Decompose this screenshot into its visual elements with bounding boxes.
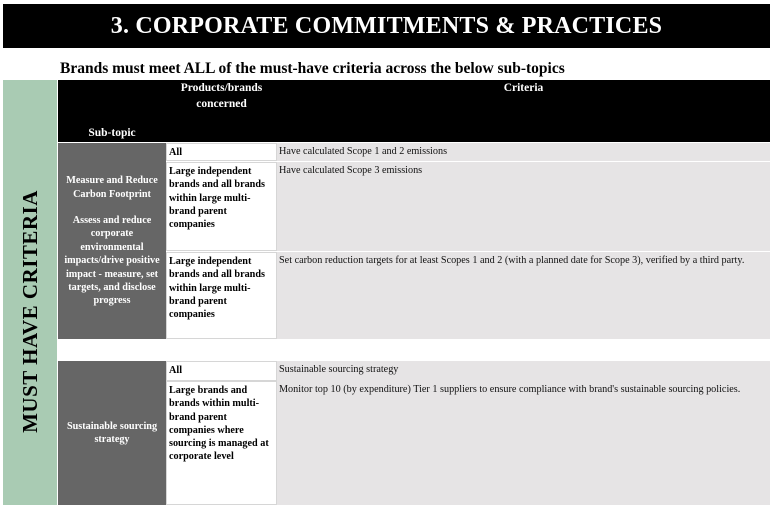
products-cell: Large independent brands and all brands within large multi-brand parent companies <box>166 162 277 251</box>
criteria-cell: Have calculated Scope 1 and 2 emissions <box>277 143 770 161</box>
header-subtopic-label: Sub-topic <box>88 127 136 139</box>
must-have-side-band <box>3 80 57 505</box>
section-subtitle: Brands must meet ALL of the must-have criteria across the below sub-topics <box>60 60 565 77</box>
criteria-cell: Sustainable sourcing strategy <box>277 361 770 381</box>
subtopic-carbon-title: Measure and Reduce Carbon Footprint <box>66 175 158 200</box>
criteria-cell: Set carbon reduction targets for at least Scopes 1 and 2 (with a planned date for Scope 3), verified by a third party. <box>277 252 770 339</box>
subtopic-sourcing-title: Sustainable sourcing strategy <box>66 420 158 445</box>
criteria-cell: Monitor top 10 (by expenditure) Tier 1 suppliers to ensure compliance with brand's sustainable sourcing policies. <box>277 381 770 505</box>
products-cell: All <box>166 143 277 161</box>
subtopic-carbon-description: Assess and reduce corporate environmental impacts/drive positive impact - measure, set targets, and disclose progress <box>64 214 160 307</box>
products-cell: All <box>166 361 277 381</box>
products-cell: Large brands and brands within multi-brand parent companies where sourcing is managed at corporate level <box>166 381 277 505</box>
side-label: MUST HAVE CRITERIA <box>17 190 42 433</box>
header-products <box>166 80 277 142</box>
subtopic-sustainable-sourcing <box>58 361 166 505</box>
header-criteria <box>277 80 770 142</box>
header-products-label: Products/brands concerned <box>180 82 263 110</box>
criteria-cell: Have calculated Scope 3 emissions <box>277 162 770 251</box>
subtopic-carbon-footprint <box>58 143 166 339</box>
page-title: 3. CORPORATE COMMITMENTS & PRACTICES <box>3 4 770 48</box>
header-subtopic <box>58 80 166 142</box>
header-criteria-label: Criteria <box>503 82 544 94</box>
products-cell: Large independent brands and all brands within large multi-brand parent companies <box>166 252 277 339</box>
